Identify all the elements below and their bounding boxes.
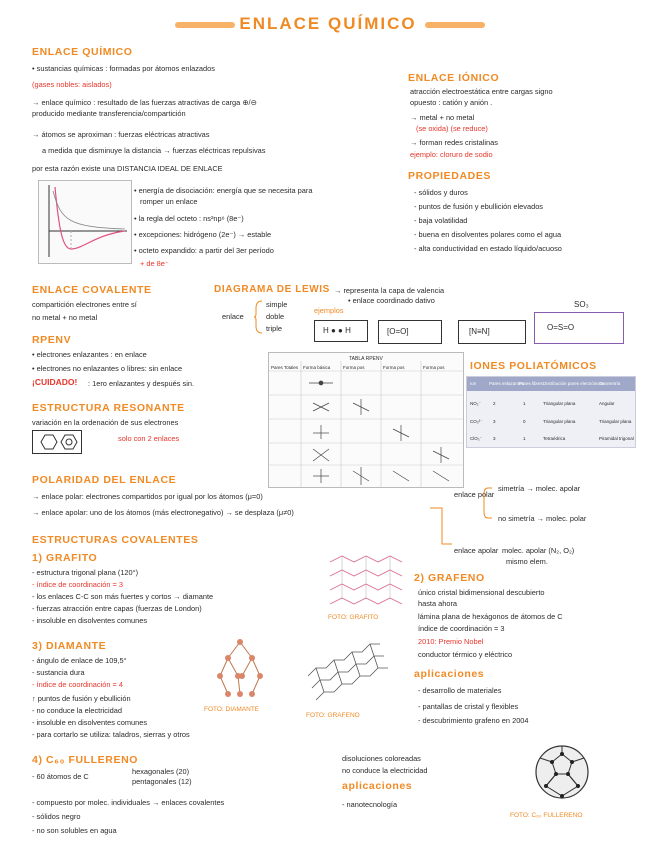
- text-apolar: → enlace apolar: uno de los átomos (más electronegativo) → se desplaza (μ≠0): [32, 508, 294, 517]
- heading-enlace-ionico: ENLACE IÓNICO: [408, 72, 500, 84]
- heading-fullereno: 4) C₆₀ FULLERENO: [32, 754, 139, 766]
- prop-item: - puntos de fusión y ebullición elevados: [414, 202, 544, 211]
- lewis-h2: [314, 320, 368, 342]
- grafeno-item: único cristal bidimensional descubierto: [418, 588, 545, 597]
- heading-resonante: ESTRUCTURA RESONANTE: [32, 402, 185, 414]
- iones-col-geometria: Geometría: [599, 381, 621, 386]
- heading-aplicaciones-2: aplicaciones: [342, 780, 413, 792]
- text-simetria: simetría → molec. apolar: [498, 484, 581, 493]
- aplic-item: - descubrimiento grafeno en 2004: [418, 716, 529, 725]
- iones-cell: 1: [523, 401, 526, 406]
- label-enlace-polar: enlace polar: [454, 490, 495, 499]
- energy-curve-graph: [38, 180, 132, 264]
- text-mismo-elem: mismo elem.: [506, 557, 548, 566]
- text-ionico-1: atracción electroestática entre cargas signo: [410, 87, 553, 96]
- iones-col-pares: Pares enlazantes: [489, 381, 524, 386]
- text-polar: → enlace polar: electrones compartidos por igual por los átomos (μ=0): [32, 492, 263, 501]
- text-ionico-6: ejemplo: cloruro de sodio: [410, 150, 493, 159]
- iones-cell: Triangular plana: [543, 401, 576, 406]
- lewis-n2-text: [N≡N]: [469, 327, 490, 336]
- rpenv-table-header-cell: Forma básica: [303, 365, 331, 370]
- graphite-image: [326, 552, 404, 610]
- lewis-n2: [458, 320, 526, 344]
- iones-cell: 3: [493, 419, 496, 424]
- heading-diagrama-lewis: DIAGRAMA DE LEWIS: [214, 284, 330, 295]
- text-no-enlazantes: • electrones no enlazantes o libres: sin enlace: [32, 364, 183, 373]
- text-disoluciones: disoluciones coloreadas: [342, 754, 421, 763]
- text-ionico-4: (se oxida) (se reduce): [416, 124, 488, 133]
- rpenv-table-header-cell: Forma pos: [343, 365, 365, 370]
- text-ionico-2: opuesto : catión y anión .: [410, 98, 493, 107]
- page-title: ENLACE QUÍMICO: [239, 14, 417, 33]
- lewis-h2-text: H ● ● H: [323, 326, 351, 335]
- iones-cell: 0: [523, 419, 526, 424]
- text-cuidado: ¡CUIDADO!: [32, 377, 78, 387]
- label-so3: SO₃: [574, 300, 589, 309]
- grafito-item: - fuerzas atracción entre capas (fuerzas de London): [32, 604, 202, 613]
- prop-item: - baja volatilidad: [414, 216, 468, 225]
- text-pentagonales: pentagonales (12): [132, 777, 192, 786]
- aplic-item: - desarrollo de materiales: [418, 686, 502, 695]
- aplic-item: - pantallas de cristal y flexibles: [418, 702, 519, 711]
- rpenv-table-title: TABLA RPENV: [349, 356, 383, 362]
- caption-diamante: FOTO: DIAMANTE: [204, 706, 260, 713]
- iones-cell: ClO₃⁻: [470, 436, 482, 441]
- text-romper-enlace: romper un enlace: [140, 197, 198, 206]
- diamante-item: ↑ puntos de fusión y ebullición: [32, 694, 131, 703]
- text-atomos-aproximan: → átomos se aproximan : fuerzas eléctricas atractivas: [32, 130, 210, 139]
- lewis-so3: [534, 312, 624, 344]
- iones-cell: Triangular plana: [543, 419, 576, 424]
- iones-cell: CO₃²⁻: [470, 419, 483, 424]
- text-excepciones: • excepciones: hidrógeno (2e⁻) → estable: [134, 230, 272, 239]
- text-enlace-resultado: → enlace químico : resultado de las fuerzas atractivas de carga ⊕/⊖: [32, 98, 257, 107]
- text-octeto-expandido: • octeto expandido: a partir del 3er período: [134, 246, 274, 255]
- text-60-atomos: - 60 átomos de C: [32, 772, 89, 781]
- heading-estructuras: ESTRUCTURAS COVALENTES: [32, 534, 199, 546]
- prop-item: - sólidos y duros: [414, 188, 468, 197]
- text-no-metal: no metal + no metal: [32, 313, 98, 322]
- rpenv-table-grid: [269, 353, 463, 487]
- diamante-item: - no conduce la electricidad: [32, 706, 122, 715]
- graphene-image: [302, 636, 392, 706]
- grafito-item: - insoluble en disolventes comunes: [32, 616, 148, 625]
- lewis-o2: [378, 320, 442, 344]
- caption-fullereno: FOTO: C₆₀ FULLERENO: [510, 812, 583, 819]
- text-distancia-ideal: por esta razón existe una DISTANCIA IDEAL DE ENLACE: [32, 164, 223, 173]
- lewis-o2-text: [O=O]: [387, 327, 409, 336]
- fullereno-item: - no son solubles en agua: [32, 826, 117, 835]
- fullereno-item: - sólidos negro: [32, 812, 81, 821]
- text-regla-octeto: • la regla del octeto : ns²np⁶ (8e⁻): [134, 214, 244, 223]
- iones-col-libres: Pares libres: [519, 381, 543, 386]
- iones-cell: 3: [493, 436, 496, 441]
- heading-enlace-covalente: ENLACE COVALENTE: [32, 284, 152, 296]
- iones-cell: 2: [493, 401, 496, 406]
- text-no-conduce: no conduce la electricidad: [342, 766, 428, 775]
- grafeno-item: hasta ahora: [418, 599, 458, 608]
- fullereno-item: - compuesto por molec. individuales → enlaces covalentes: [32, 798, 225, 807]
- diamante-item: - ángulo de enlace de 109,5°: [32, 656, 127, 665]
- text-mas-de-8: + de 8e⁻: [140, 259, 169, 268]
- grafito-item: - los enlaces C-C son más fuertes y cortos → diamante: [32, 592, 214, 601]
- text-comparticion: compartición electrones entre sí: [32, 300, 137, 309]
- benzene-icon: [33, 431, 81, 453]
- iones-col-distribucion: Distribución pares electrónicos: [543, 381, 605, 386]
- text-cuidado-desc: : 1ero enlazantes y después sin.: [88, 379, 194, 388]
- fullerene-image: [532, 742, 592, 802]
- diamond-image: [208, 638, 272, 702]
- grafeno-item: conductor térmico y eléctrico: [418, 650, 513, 659]
- rpenv-table-header-cell: Pares Totales: [271, 365, 299, 370]
- text-gases-nobles: (gases nobles: aislados): [32, 80, 112, 89]
- prop-item: - buena en disolventes polares como el agua: [414, 230, 562, 239]
- lewis-so3-text: O=S=O: [547, 323, 575, 332]
- iones-cell: Angular: [599, 401, 615, 406]
- rpenv-table: [268, 352, 464, 488]
- grafito-item: - estructura trigonal plana (120°): [32, 568, 139, 577]
- heading-grafito: 1) GRAFITO: [32, 552, 98, 564]
- iones-table: [466, 376, 636, 448]
- text-no-simetria: no simetría → molec. polar: [498, 514, 587, 523]
- iones-cell: Tetraédrica: [543, 436, 566, 441]
- tipo-triple: triple: [266, 324, 283, 333]
- heading-polaridad: POLARIDAD DEL ENLACE: [32, 474, 177, 486]
- text-energia-disociacion: • energía de disociación: energía que se necesita para: [134, 186, 313, 195]
- diamante-item: - para cortarlo se utiliza: taladros, sierras y otros: [32, 730, 190, 739]
- caption-grafeno: FOTO: GRAFENO: [306, 712, 360, 719]
- grafeno-item: 2010: Premio Nobel: [418, 637, 484, 646]
- text-solo-2: solo con 2 enlaces: [118, 434, 180, 443]
- heading-aplicaciones: aplicaciones: [414, 668, 485, 680]
- iones-cell: NO₂⁻: [470, 401, 481, 406]
- diamante-item: - insoluble en disolventes comunes: [32, 718, 148, 727]
- text-lewis-desc: → representa la capa de valencia: [334, 286, 445, 295]
- polaridad-branch-lines: [430, 482, 490, 562]
- heading-grafeno: 2) GRAFENO: [414, 572, 485, 584]
- heading-enlace-quimico: ENLACE QUÍMICO: [32, 46, 133, 58]
- iones-col-ion: Ion: [470, 381, 477, 386]
- prop-item: - alta conductividad en estado líquido/acuoso: [414, 244, 562, 253]
- rpenv-table-header-cell: Forma pos: [423, 365, 445, 370]
- grafito-item: - índice de coordinación = 3: [32, 580, 124, 589]
- text-variacion: variación en la ordenación de sus electrones: [32, 418, 179, 427]
- heading-diamante: 3) DIAMANTE: [32, 640, 107, 652]
- grafeno-item: índice de coordinación = 3: [418, 624, 505, 633]
- text-ionico-3: → metal + no metal: [410, 113, 475, 122]
- label-enlace-apolar: enlace apolar: [454, 546, 499, 555]
- text-producido: producido mediante transferencia/compartición: [32, 109, 186, 118]
- heading-rpenv: RPENV: [32, 334, 72, 346]
- text-dativo: • enlace coordinado dativo: [348, 296, 435, 305]
- tipo-simple: simple: [266, 300, 288, 309]
- grafeno-item: lámina plana de hexágonos de átomos de C: [418, 612, 563, 621]
- diamante-item: - índice de coordinación = 4: [32, 680, 124, 689]
- text-hexagonales: hexagonales (20): [132, 767, 190, 776]
- iones-cell: Triangular plana: [599, 419, 632, 424]
- diamante-item: - sustancia dura: [32, 668, 85, 677]
- iones-cell: 1: [523, 436, 526, 441]
- heading-iones: IONES POLIATÓMICOS: [470, 360, 597, 372]
- caption-grafito: FOTO: GRAFITO: [328, 614, 379, 621]
- text-molec-apolar: molec. apolar (N₂, O₂): [502, 546, 575, 555]
- text-enlace-label: enlace: [222, 312, 244, 321]
- text-distancia: a medida que disminuye la distancia → fuerzas eléctricas repulsivas: [42, 146, 266, 155]
- text-ionico-5: → forman redes cristalinas: [410, 138, 498, 147]
- text-nanotecnologia: - nanotecnología: [342, 800, 398, 809]
- text-ejemplos: ejemplos: [314, 306, 344, 315]
- iones-cell: Piramidal trigonal: [599, 436, 634, 441]
- heading-propiedades: PROPIEDADES: [408, 170, 492, 182]
- rpenv-table-header-cell: Forma pos: [383, 365, 405, 370]
- potential-energy-curve: [39, 181, 131, 263]
- benzene-resonance: [32, 430, 82, 454]
- text-enlazantes: • electrones enlazantes : en enlace: [32, 350, 147, 359]
- tipo-doble: doble: [266, 312, 285, 321]
- text-sustancias: • sustancias químicas : formadas por átomos enlazados: [32, 64, 215, 73]
- brace-enlace-tipos: [254, 300, 264, 334]
